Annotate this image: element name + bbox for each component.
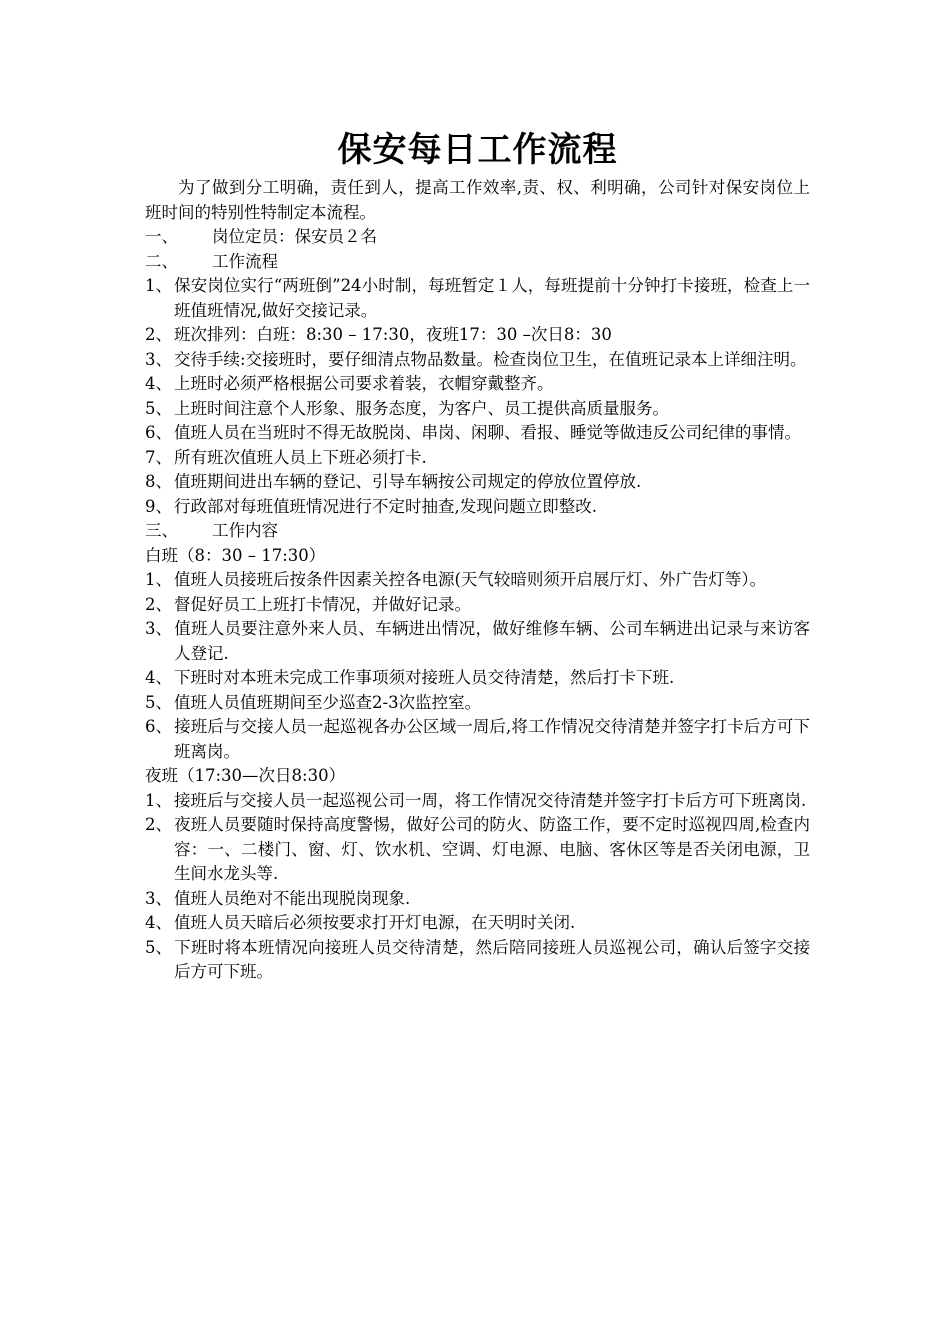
item-text: 值班人员要注意外来人员、车辆进出情况，做好维修车辆、公司车辆进出记录与来访客人登记. [174, 619, 810, 663]
section-number: 一、 [145, 227, 178, 246]
item-text: 交待手续:交接班时，要仔细清点物品数量。检查岗位卫生，在值班记录本上详细注明。 [174, 349, 807, 369]
list-item [145, 323, 810, 348]
list-item [145, 593, 810, 618]
item-text: 值班期间进出车辆的登记、引导车辆按公司规定的停放位置停放. [174, 472, 642, 491]
document-title: 保安每日工作流程 [337, 130, 618, 170]
day-shift-heading: 白班（8：30 – 17:30） [145, 545, 326, 565]
item-number: 4、 [145, 913, 172, 932]
section-heading-1 [145, 225, 810, 250]
section-title: 工作内容 [212, 521, 278, 540]
list-item [145, 617, 810, 666]
item-text: 上班时间注意个人形象、服务态度，为客户、员工提供高质量服务。 [174, 398, 669, 418]
item-text: 接班后与交接人员一起巡视公司一周，将工作情况交待清楚并签字打卡后方可下班离岗. [174, 790, 807, 810]
item-number: 1、 [145, 570, 172, 589]
item-number: 1、 [145, 790, 172, 810]
item-text: 夜班人员要随时保持高度警惕，做好公司的防火、防盗工作，要不定时巡视四周,检查内容：一、二楼门、窗、灯、饮水机、空调、灯电源、电脑、客休区等是否关闭电源，卫生间水龙头等. [174, 815, 810, 883]
intro-paragraph: 为了做到分工明确，责任到人，提高工作效率,责、权、利明确，公司针对保安岗位上班时间的特别性特制定本流程。 [145, 178, 810, 222]
list-item [145, 397, 810, 422]
night-shift-heading: 夜班（17:30—次日8:30） [145, 766, 346, 785]
list-item [145, 691, 810, 716]
list-item [145, 470, 810, 495]
section-heading-3 [145, 519, 810, 544]
list-item [145, 446, 810, 471]
list-item [145, 666, 810, 691]
item-number: 9、 [145, 496, 172, 516]
item-number: 2、 [145, 325, 172, 344]
item-number: 6、 [145, 717, 172, 736]
item-number: 6、 [145, 423, 172, 442]
item-number: 2、 [145, 815, 172, 834]
workflow-list [145, 274, 810, 519]
item-text: 保安岗位实行“两班倒”24小时制，每班暂定１人，每班提前十分钟打卡接班，检查上一班值班情况,做好交接记录。 [174, 276, 810, 320]
item-text: 值班人员天暗后必须按要求打开灯电源，在天明时关闭. [174, 913, 576, 932]
item-number: 5、 [145, 398, 172, 418]
list-item [145, 372, 810, 397]
item-number: 3、 [145, 619, 172, 638]
list-item [145, 421, 810, 446]
item-number: 1、 [145, 276, 172, 295]
list-item [145, 568, 810, 593]
list-item [145, 274, 810, 323]
list-item [145, 715, 810, 764]
section-number: 二、 [145, 251, 178, 271]
item-text: 督促好员工上班打卡情况，并做好记录。 [174, 594, 471, 614]
list-item [145, 911, 810, 936]
item-text: 行政部对每班值班情况进行不定时抽查,发现问题立即整改. [174, 496, 597, 516]
list-item [145, 887, 810, 912]
item-number: 3、 [145, 888, 172, 908]
list-item [145, 495, 810, 520]
item-text: 值班人员在当班时不得无故脱岗、串岗、闲聊、看报、睡觉等做违反公司纪律的事情。 [174, 423, 801, 442]
item-text: 下班时对本班未完成工作事项须对接班人员交待清楚，然后打卡下班. [174, 668, 675, 687]
document-page [145, 128, 810, 985]
item-number: 3、 [145, 349, 172, 369]
section-title: 工作流程 [212, 251, 278, 271]
section-heading-2 [145, 250, 810, 275]
item-text: 班次排列：白班：8:30 – 17:30，夜班17：30 –次日8：30 [174, 325, 612, 344]
item-number: 5、 [145, 692, 172, 712]
item-number: 4、 [145, 374, 172, 393]
item-text: 接班后与交接人员一起巡视各办公区域一周后,将工作情况交待清楚并签字打卡后方可下班离岗。 [174, 717, 810, 761]
item-number: 2、 [145, 594, 172, 614]
list-item [145, 348, 810, 373]
item-text: 值班人员绝对不能出现脱岗现象. [174, 888, 411, 908]
night-shift-list [145, 789, 810, 985]
day-shift-list [145, 568, 810, 764]
section-number: 三、 [145, 521, 178, 540]
section-title: 岗位定员：保安员２名 [212, 227, 377, 246]
item-number: 7、 [145, 447, 172, 467]
item-text: 值班人员值班期间至少巡查2-3次监控室。 [174, 692, 482, 712]
item-text: 所有班次值班人员上下班必须打卡. [174, 447, 427, 467]
list-item [145, 813, 810, 887]
item-number: 4、 [145, 668, 172, 687]
list-item [145, 789, 810, 814]
item-number: 8、 [145, 472, 172, 491]
item-text: 值班人员接班后按条件因素关控各电源(天气较暗则须开启展厅灯、外广告灯等）。 [174, 570, 767, 589]
item-text: 下班时将本班情况向接班人员交待清楚，然后陪同接班人员巡视公司，确认后签字交接后方可下班。 [174, 937, 810, 981]
item-number: 5、 [145, 937, 172, 957]
item-text: 上班时必须严格根据公司要求着装，衣帽穿戴整齐。 [174, 374, 554, 393]
list-item [145, 936, 810, 985]
